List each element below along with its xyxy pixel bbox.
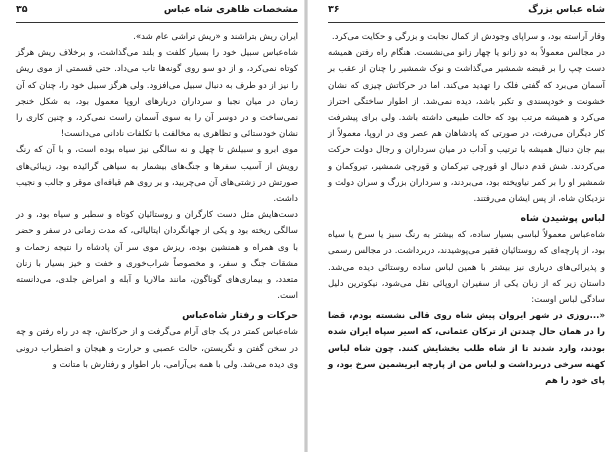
right-page	[306, 0, 613, 452]
right-page-header	[328, 4, 605, 20]
paragraph: وقار آراسته بود، و سراپای وجودش از کمال نجابت و بزرگی و حکایت می‌کرد.	[331, 32, 605, 42]
right-header-rule	[328, 22, 605, 23]
right-page-body	[328, 29, 605, 389]
right-page-header-title: شاه عباس بزرگ	[528, 4, 605, 15]
quoted-paragraph: «...روزی در شهر ایروان پیش شاه روی قالی نشسته بودم، قضا را در همان حال چندتن از ترکان عثمانی، که اسیر سپاه ایران شده بودند، وارد شدند تا از شاه طلب بخشایش کنند. چون شاه لباس کهنه سرخی دربرداشت و لباس من از پارچه ابریشمین سرخ بود، و پای خود را هم	[328, 311, 605, 387]
paragraph: ایران ریش بتراشند و «ریش تراشی عام شد».	[133, 32, 298, 42]
paragraph: شاه‌عباس کمتر در یک جای آرام می‌گرفت و از حرکاتش، چه در راه رفتن و چه در سخن گفتن و نگریستن، حالت عصبی و حرارت و هیجان و اضطراب درونی وی دیده می‌شد. ولی با همه بی‌آرامی، بار اطوار و رفتارش با متانت و	[16, 327, 298, 370]
paragraph: شاه‌عباس سبیل خود را بسیار کلفت و بلند می‌گذاشت، و برخلاف ریش هرگز کوتاه نمی‌کرد، و از دو سو روی گونه‌ها تاب می‌داد. حتی قسمتی از موی ریش را نیز از دو طرف به دنبال سبیل می‌افزود. ولی هرگز سبیل خود را، چنان که آن زمان در میان نجبا و سرداران دربارهای اروپا معمول بود، به شکل خنجر نمی‌ساخت و در دوسر آن را به سوی آسمان راست نمی‌کرد، و چنین کاری را نشان خودستائی و تظاهری به مخالفت با تکلفات نادانی می‌دانست!	[16, 48, 298, 140]
left-header-rule	[16, 22, 298, 23]
paragraph: موی ابرو و سبیلش تا چهل و نه سالگی نیز سیاه بوده است، و با آن که رنگ رویش از آسیب سفرها و جنگ‌های بیشمار به سیاهی گرائیده بود، زیبائی‌های صورتش در زشتی‌های آن می‌چربید، و بر روی هم قیافه‌ای موقر و جالب و نجیب داشت.	[16, 145, 298, 205]
left-page-number: ۳۵	[16, 4, 28, 15]
left-page-header-title: مشخصات ظاهری شاه عباس	[163, 4, 298, 15]
section-heading-movements: حرکات و رفتار شاه‌عباس	[182, 310, 298, 322]
paragraph: دست‌هایش مثل دست کارگران و روستائیان کوتاه و سطبر و سیاه بود، و در سالگی ریخته بود و یکی از جهانگردان ایتالیائی، که مدت زمانی در سفر و حضر با وی همراه و همنشین بوده، ریزش موی سر آن پادشاه را نتیجه زحمات و مشقات جنگ و سفر، و مخصوصاً شراب‌خوری و خفت و خیز بسیار با زنان متعدد، و بیماری‌های گوناگون، مانند مالاریا و آبله و امراض جلدی، می‌دانسته است.	[16, 210, 298, 302]
right-page-number: ۳۶	[328, 4, 340, 15]
section-heading-clothing: لباس پوشیدن شاه	[520, 213, 605, 225]
left-page-header	[16, 4, 298, 20]
left-page	[0, 0, 306, 452]
paragraph: شاه‌عباس معمولاً لباسی بسیار ساده، که بیشتر به رنگ سبز یا سرخ یا سیاه بود، از پارچه‌ای که روستائیان فقیر می‌پوشیدند، دربرداشت. در مجالس رسمی و پذیرائی‌های درباری نیز بیشتر با همین لباس ساده روستائی دیده می‌شد. داستان زیر که از زبان یکی از سفیران اروپائی نقل می‌شود، نیکوترین دلیل سادگی لباس اوست:	[328, 230, 605, 306]
left-page-body	[16, 29, 298, 373]
paragraph: در مجالس معمولاً به دو زانو یا چهار زانو می‌نشست. هنگام راه رفتن همیشه دست چپ را بر قبضه شمشیر می‌گذاشت و نوک شمشیر را چنان از عقب بر آسمان می‌برد که گفتی فلک را تهدید می‌کند. اما در حرکاتش چیزی که نشان خشونت و خودپسندی و تکبر باشد، دیده نمی‌شد. از اطوار ساختگی احتراز می‌کرد و همیشه مرتب بود که حالت طبیعی داشته باشد. ولی برای پیشرفت کار دیگران می‌رفت، در صورتی که پادشاهان هم عصر وی در اروپا، معمولاً از بیم جان دنبال همیشه با ترتیب و آداب در میان سرداران و رجال دولت حرکت می‌کردند. شش قدم دنبال او قورچی تیرکمان و قورچی شمشیر، تیروکمان و شمشیر او را بر کمر نیاویخته بود، می‌بردند، و سرداران بزرگ و سران دولت و نزدیکان شاه، از پس ایشان می‌رفتند.	[328, 48, 605, 205]
